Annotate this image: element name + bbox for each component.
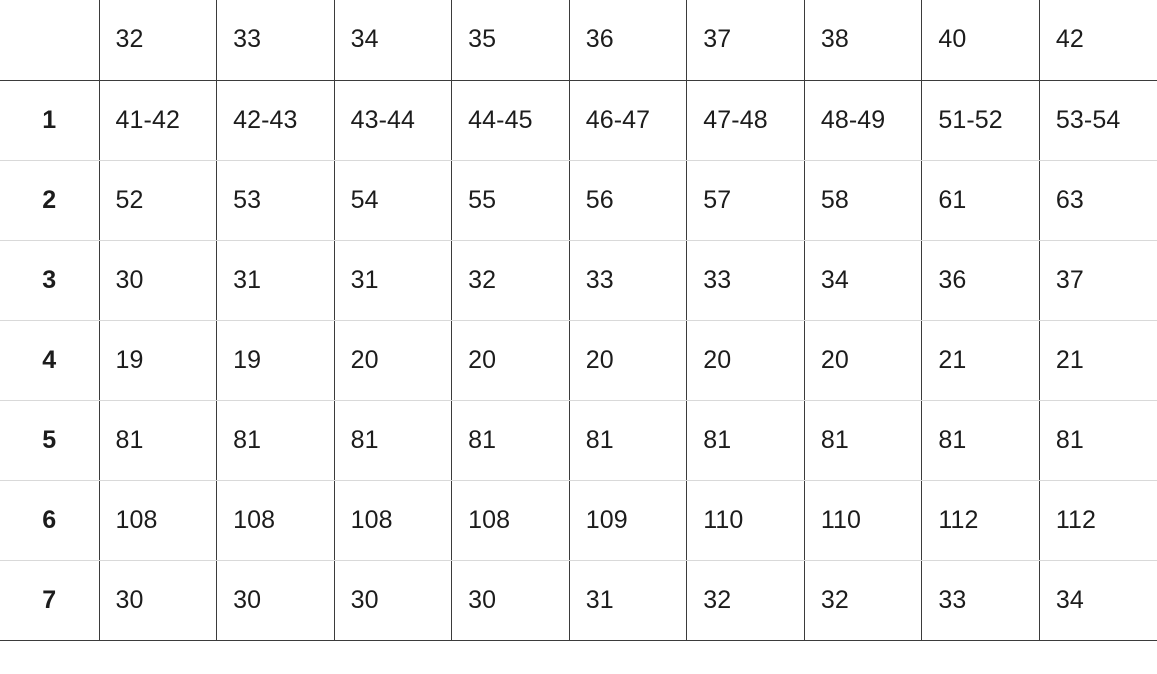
table-cell: 55 — [452, 160, 570, 240]
table-cell: 33 — [922, 560, 1040, 640]
row-header: 7 — [0, 560, 99, 640]
row-header: 2 — [0, 160, 99, 240]
table-cell: 81 — [922, 400, 1040, 480]
table-cell: 81 — [1039, 400, 1157, 480]
table-cell: 112 — [1039, 480, 1157, 560]
table-cell: 31 — [217, 240, 335, 320]
row-header: 5 — [0, 400, 99, 480]
table-cell: 81 — [804, 400, 922, 480]
table-cell: 36 — [922, 240, 1040, 320]
column-header: 35 — [452, 0, 570, 80]
table-cell: 30 — [452, 560, 570, 640]
table-cell: 21 — [922, 320, 1040, 400]
table-corner-cell — [0, 0, 99, 80]
table-cell: 81 — [217, 400, 335, 480]
table-row — [0, 400, 1157, 480]
table-row — [0, 80, 1157, 160]
table-cell: 37 — [1039, 240, 1157, 320]
table-cell: 43-44 — [334, 80, 452, 160]
table-cell: 109 — [569, 480, 687, 560]
table-cell: 48-49 — [804, 80, 922, 160]
table-cell: 56 — [569, 160, 687, 240]
column-header: 38 — [804, 0, 922, 80]
table-cell: 47-48 — [687, 80, 805, 160]
table-cell: 30 — [99, 240, 217, 320]
table-cell: 108 — [217, 480, 335, 560]
table-row — [0, 320, 1157, 400]
table-cell: 42-43 — [217, 80, 335, 160]
table-cell: 33 — [569, 240, 687, 320]
table-cell: 81 — [687, 400, 805, 480]
table-cell: 81 — [334, 400, 452, 480]
table-cell: 32 — [804, 560, 922, 640]
table-cell: 21 — [1039, 320, 1157, 400]
table-cell: 32 — [452, 240, 570, 320]
column-header: 42 — [1039, 0, 1157, 80]
table-cell: 20 — [452, 320, 570, 400]
table-cell: 34 — [1039, 560, 1157, 640]
row-header: 3 — [0, 240, 99, 320]
column-header: 37 — [687, 0, 805, 80]
table-cell: 81 — [452, 400, 570, 480]
table-cell: 51-52 — [922, 80, 1040, 160]
column-header: 34 — [334, 0, 452, 80]
table-cell: 31 — [334, 240, 452, 320]
table-cell: 54 — [334, 160, 452, 240]
table-cell: 57 — [687, 160, 805, 240]
table-header-row — [0, 0, 1157, 80]
table-cell: 108 — [99, 480, 217, 560]
table-cell: 20 — [334, 320, 452, 400]
table-cell: 81 — [569, 400, 687, 480]
table-cell: 20 — [804, 320, 922, 400]
table-cell: 53 — [217, 160, 335, 240]
table-cell: 20 — [687, 320, 805, 400]
table-cell: 30 — [217, 560, 335, 640]
row-header: 1 — [0, 80, 99, 160]
table-cell: 108 — [452, 480, 570, 560]
column-header: 36 — [569, 0, 687, 80]
table-cell: 41-42 — [99, 80, 217, 160]
table-row — [0, 560, 1157, 640]
column-header: 33 — [217, 0, 335, 80]
table-row — [0, 160, 1157, 240]
row-header: 4 — [0, 320, 99, 400]
table-cell: 19 — [217, 320, 335, 400]
table-cell: 52 — [99, 160, 217, 240]
row-header: 6 — [0, 480, 99, 560]
table-row — [0, 480, 1157, 560]
table-cell: 110 — [687, 480, 805, 560]
column-header: 32 — [99, 0, 217, 80]
table-cell: 46-47 — [569, 80, 687, 160]
table-cell: 19 — [99, 320, 217, 400]
table-cell: 30 — [99, 560, 217, 640]
table-cell: 61 — [922, 160, 1040, 240]
table-cell: 81 — [99, 400, 217, 480]
table-cell: 33 — [687, 240, 805, 320]
table-cell: 44-45 — [452, 80, 570, 160]
table-cell: 34 — [804, 240, 922, 320]
table-cell: 58 — [804, 160, 922, 240]
table-cell: 32 — [687, 560, 805, 640]
table-cell: 30 — [334, 560, 452, 640]
table-cell: 20 — [569, 320, 687, 400]
table-row — [0, 240, 1157, 320]
table-cell: 110 — [804, 480, 922, 560]
table-cell: 53-54 — [1039, 80, 1157, 160]
column-header: 40 — [922, 0, 1040, 80]
table-cell: 108 — [334, 480, 452, 560]
table-cell: 31 — [569, 560, 687, 640]
table-cell: 112 — [922, 480, 1040, 560]
table-cell: 63 — [1039, 160, 1157, 240]
